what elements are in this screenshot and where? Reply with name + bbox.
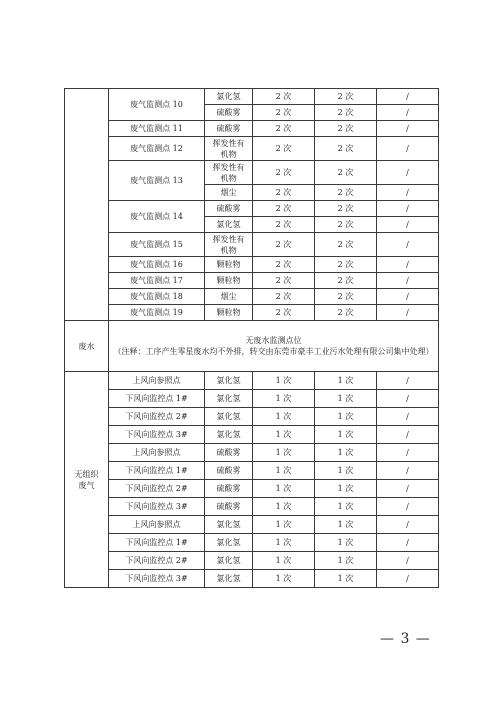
note-cell: /	[377, 552, 439, 570]
freq-a-cell: 1 次	[253, 570, 315, 588]
freq-b-cell: 1 次	[315, 534, 377, 552]
freq-b-cell: 1 次	[315, 516, 377, 534]
freq-a-cell: 2 次	[253, 185, 315, 201]
point-cell: 下风向监控点 1#	[109, 462, 205, 480]
note-cell: /	[377, 185, 439, 201]
item-cell: 氯化氢	[205, 534, 253, 552]
item-cell: 硫酸雾	[205, 105, 253, 121]
wastewater-text: 无废水监测点位	[245, 336, 302, 345]
table-row	[65, 570, 439, 588]
freq-a-cell: 2 次	[253, 273, 315, 289]
freq-b-cell: 2 次	[315, 305, 377, 321]
table-row	[65, 201, 439, 217]
point-cell: 废气监测点 16	[109, 257, 205, 273]
freq-b-cell: 2 次	[315, 185, 377, 201]
freq-a-cell: 2 次	[253, 305, 315, 321]
freq-b-cell: 2 次	[315, 273, 377, 289]
point-cell: 废气监测点 10	[109, 89, 205, 121]
freq-b-cell: 2 次	[315, 89, 377, 105]
table-row	[65, 89, 439, 105]
freq-a-cell: 2 次	[253, 217, 315, 233]
freq-a-cell: 1 次	[253, 480, 315, 498]
item-cell: 挥发性有机物	[205, 161, 253, 185]
point-cell: 下风向监控点 2#	[109, 408, 205, 426]
freq-b-cell: 1 次	[315, 552, 377, 570]
freq-b-cell: 2 次	[315, 201, 377, 217]
freq-a-cell: 1 次	[253, 498, 315, 516]
point-cell: 废气监测点 12	[109, 137, 205, 161]
table-row	[65, 137, 439, 161]
freq-a-cell: 2 次	[253, 233, 315, 257]
table-row	[65, 372, 439, 390]
freq-b-cell: 1 次	[315, 390, 377, 408]
waste-gas-section	[65, 89, 439, 321]
item-cell: 氯化氢	[205, 89, 253, 105]
freq-a-cell: 1 次	[253, 444, 315, 462]
point-cell: 下风向监控点 2#	[109, 552, 205, 570]
item-cell: 挥发性有机物	[205, 233, 253, 257]
item-cell: 硫酸雾	[205, 462, 253, 480]
freq-b-cell: 1 次	[315, 480, 377, 498]
freq-a-cell: 2 次	[253, 201, 315, 217]
freq-a-cell: 1 次	[253, 516, 315, 534]
point-cell: 下风向监控点 3#	[109, 426, 205, 444]
freq-a-cell: 2 次	[253, 289, 315, 305]
item-cell: 颗粒物	[205, 305, 253, 321]
table-row	[65, 426, 439, 444]
freq-b-cell: 1 次	[315, 498, 377, 516]
table-row	[65, 552, 439, 570]
table-row	[65, 121, 439, 137]
note-cell: /	[377, 390, 439, 408]
wastewater-note: （注释：工序产生零星废水均不外排，转交由东莞市豪丰工业污水处理有限公司集中处理）	[113, 347, 434, 356]
freq-a-cell: 1 次	[253, 552, 315, 570]
table-row	[65, 233, 439, 257]
item-cell: 氯化氢	[205, 516, 253, 534]
table-row	[65, 480, 439, 498]
table-row	[65, 498, 439, 516]
freq-b-cell: 2 次	[315, 233, 377, 257]
item-cell: 氯化氢	[205, 426, 253, 444]
fugitive-section	[65, 372, 439, 588]
point-cell: 废气监测点 19	[109, 305, 205, 321]
item-cell: 颗粒物	[205, 257, 253, 273]
note-cell: /	[377, 105, 439, 121]
note-cell: /	[377, 498, 439, 516]
freq-b-cell: 2 次	[315, 137, 377, 161]
item-cell: 烟尘	[205, 185, 253, 201]
point-cell: 上风向参照点	[109, 516, 205, 534]
note-cell: /	[377, 534, 439, 552]
freq-b-cell: 2 次	[315, 121, 377, 137]
point-cell: 下风向监控点 1#	[109, 534, 205, 552]
freq-a-cell: 1 次	[253, 372, 315, 390]
freq-a-cell: 2 次	[253, 121, 315, 137]
item-cell: 挥发性有机物	[205, 137, 253, 161]
category-cell-fugitive: 无组织废气	[65, 372, 109, 588]
item-cell: 氯化氢	[205, 408, 253, 426]
item-cell: 硫酸雾	[205, 480, 253, 498]
note-cell: /	[377, 462, 439, 480]
freq-a-cell: 2 次	[253, 105, 315, 121]
note-cell: /	[377, 273, 439, 289]
freq-a-cell: 2 次	[253, 137, 315, 161]
note-cell: /	[377, 480, 439, 498]
item-cell: 氯化氢	[205, 372, 253, 390]
table-row	[65, 516, 439, 534]
point-cell: 废气监测点 17	[109, 273, 205, 289]
freq-b-cell: 1 次	[315, 426, 377, 444]
item-cell: 颗粒物	[205, 273, 253, 289]
item-cell: 氯化氢	[205, 552, 253, 570]
freq-b-cell: 2 次	[315, 105, 377, 121]
wastewater-label: 废水	[65, 321, 109, 372]
note-cell: /	[377, 217, 439, 233]
point-cell: 下风向监控点 3#	[109, 498, 205, 516]
freq-a-cell: 1 次	[253, 390, 315, 408]
freq-b-cell: 2 次	[315, 217, 377, 233]
freq-b-cell: 2 次	[315, 289, 377, 305]
freq-a-cell: 1 次	[253, 534, 315, 552]
point-cell: 上风向参照点	[109, 372, 205, 390]
wastewater-section	[65, 321, 439, 372]
item-cell: 氯化氢	[205, 570, 253, 588]
item-cell: 硫酸雾	[205, 498, 253, 516]
point-cell: 废气监测点 14	[109, 201, 205, 233]
freq-a-cell: 2 次	[253, 257, 315, 273]
point-cell: 下风向监控点 1#	[109, 390, 205, 408]
note-cell: /	[377, 89, 439, 105]
freq-a-cell: 1 次	[253, 408, 315, 426]
note-cell: /	[377, 137, 439, 161]
table-row	[65, 305, 439, 321]
point-cell: 废气监测点 18	[109, 289, 205, 305]
monitoring-table	[64, 88, 439, 588]
point-cell: 废气监测点 15	[109, 233, 205, 257]
note-cell: /	[377, 426, 439, 444]
table-row	[65, 444, 439, 462]
category-cell-waste-gas	[65, 89, 109, 321]
item-cell: 氯化氢	[205, 390, 253, 408]
item-cell: 烟尘	[205, 289, 253, 305]
item-cell: 氯化氢	[205, 217, 253, 233]
freq-b-cell: 1 次	[315, 444, 377, 462]
table-row	[65, 390, 439, 408]
point-cell: 废气监测点 11	[109, 121, 205, 137]
freq-b-cell: 1 次	[315, 462, 377, 480]
freq-b-cell: 1 次	[315, 372, 377, 390]
table-row	[65, 462, 439, 480]
table-row	[65, 161, 439, 185]
table-row	[65, 257, 439, 273]
point-cell: 下风向监控点 2#	[109, 480, 205, 498]
table-row	[65, 408, 439, 426]
table-row	[65, 273, 439, 289]
page-number: — 3 —	[380, 631, 431, 647]
freq-b-cell: 2 次	[315, 161, 377, 185]
note-cell: /	[377, 289, 439, 305]
note-cell: /	[377, 305, 439, 321]
freq-a-cell: 1 次	[253, 462, 315, 480]
note-cell: /	[377, 121, 439, 137]
wastewater-note-cell	[109, 321, 439, 372]
point-cell: 废气监测点 13	[109, 161, 205, 201]
note-cell: /	[377, 257, 439, 273]
note-cell: /	[377, 161, 439, 185]
point-cell: 上风向参照点	[109, 444, 205, 462]
note-cell: /	[377, 516, 439, 534]
note-cell: /	[377, 444, 439, 462]
freq-b-cell: 2 次	[315, 257, 377, 273]
note-cell: /	[377, 201, 439, 217]
note-cell: /	[377, 570, 439, 588]
point-cell: 下风向监控点 3#	[109, 570, 205, 588]
freq-b-cell: 1 次	[315, 408, 377, 426]
item-cell: 硫酸雾	[205, 121, 253, 137]
item-cell: 硫酸雾	[205, 444, 253, 462]
table-row	[65, 534, 439, 552]
freq-a-cell: 2 次	[253, 161, 315, 185]
freq-a-cell: 2 次	[253, 89, 315, 105]
note-cell: /	[377, 233, 439, 257]
item-cell: 硫酸雾	[205, 201, 253, 217]
table-row	[65, 289, 439, 305]
freq-b-cell: 1 次	[315, 570, 377, 588]
freq-a-cell: 1 次	[253, 426, 315, 444]
note-cell: /	[377, 372, 439, 390]
note-cell: /	[377, 408, 439, 426]
